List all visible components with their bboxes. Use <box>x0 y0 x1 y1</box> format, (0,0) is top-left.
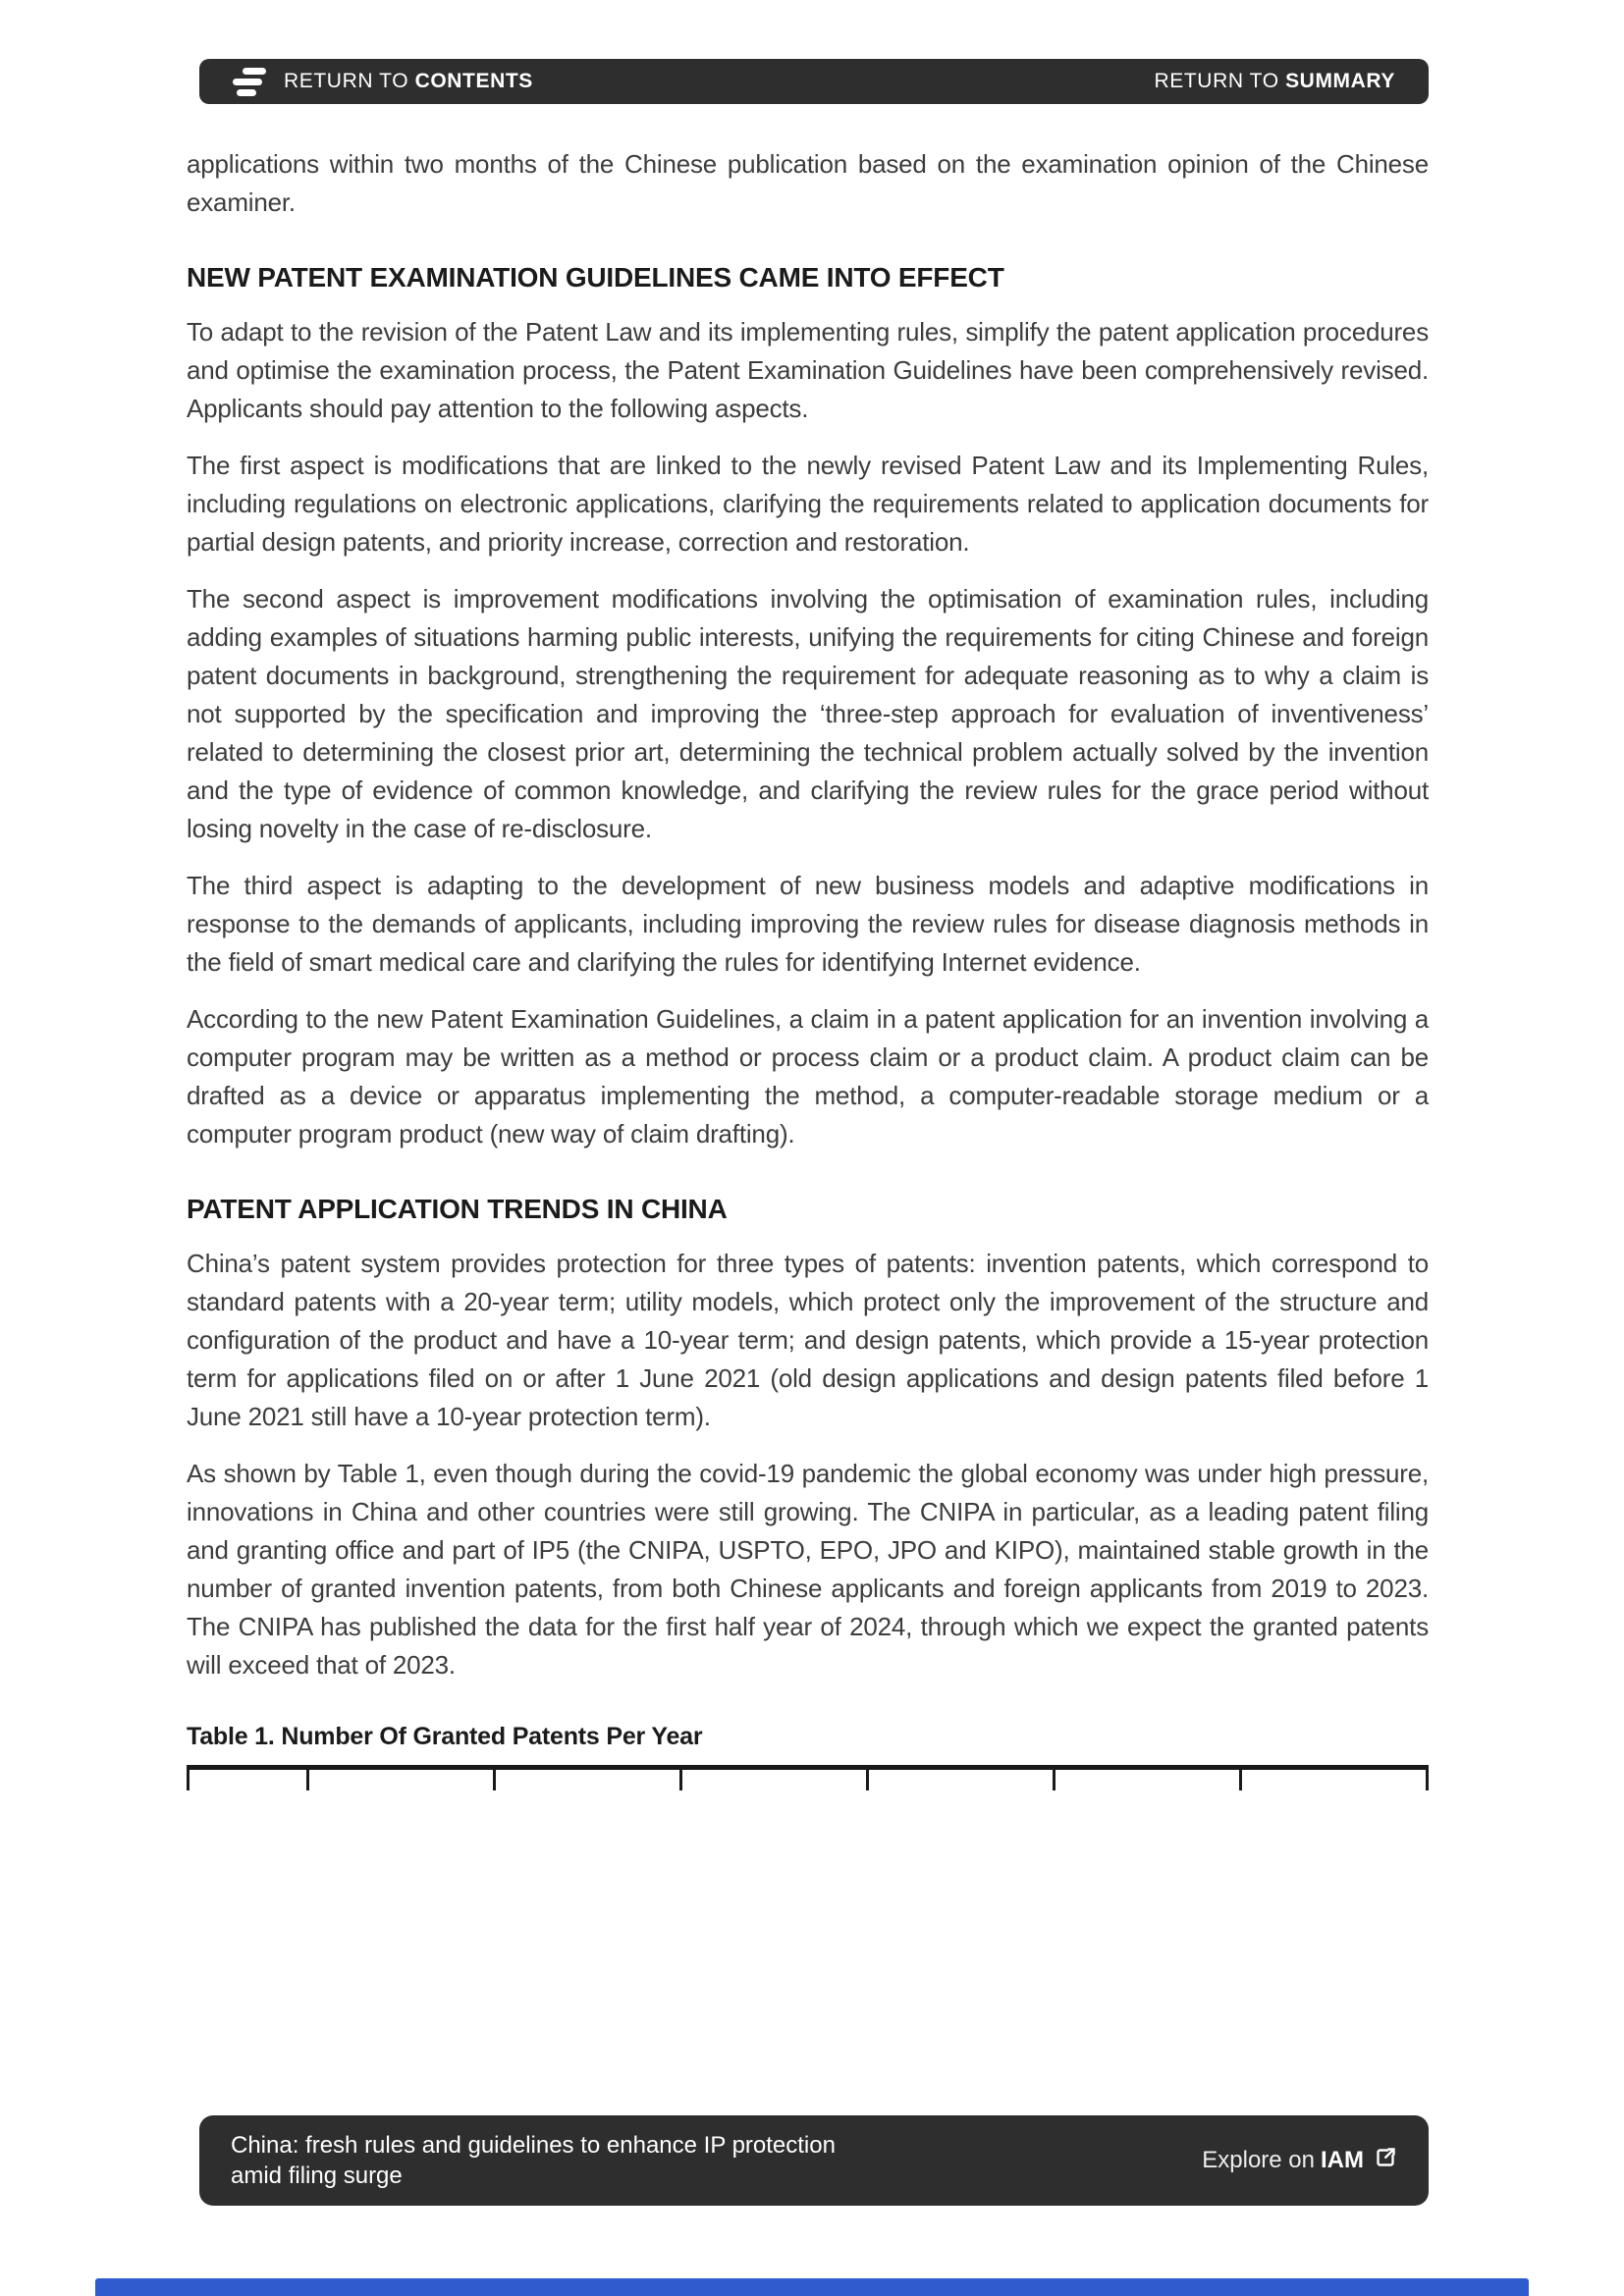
return-to-summary-label: RETURN TO SUMMARY <box>1154 70 1395 92</box>
table-column-divider <box>679 1770 866 1790</box>
return-to-contents-label: RETURN TO CONTENTS <box>284 70 533 92</box>
return-to-contents-link[interactable] <box>233 68 533 96</box>
return-to-summary-link[interactable] <box>1155 70 1396 93</box>
body-paragraph: The third aspect is adapting to the development of new business models and adaptive modifications in response to the demands of applicants, including improving the review rules for disease diagnosis methods in the field of smart medical care and clarifying the rules for identifying Internet evidence. <box>187 871 1429 977</box>
footer-bar <box>199 2115 1429 2206</box>
body-paragraph: applications within two months of the Chinese publication based on the examination opinion of the Chinese examiner. <box>187 149 1429 217</box>
table-1-top-edge <box>187 1765 1429 1790</box>
article-title: China: fresh rules and guidelines to enhance IP protection amid filing surge <box>231 2132 836 2189</box>
contents-icon <box>233 68 266 96</box>
body-paragraph: The first aspect is modifications that are linked to the newly revised Patent Law and its Implementing Rules, including regulations on electronic applications, clarifying the requirements related to application documents for partial design patents, and priority increase, correction and restoration. <box>187 451 1429 557</box>
body-paragraph: To adapt to the revision of the Patent Law and its implementing rules, simplify the patent application procedures and optimise the examination process, the Patent Examination Guidelines have been comprehensively revised. Applicants should pay attention to the following aspects. <box>187 317 1429 423</box>
explore-on-iam-link[interactable]: Explore on IAM <box>1202 2146 1397 2176</box>
table-column-divider <box>1053 1770 1239 1790</box>
section-heading: PATENT APPLICATION TRENDS IN CHINA <box>187 1194 728 1224</box>
table-column-divider <box>493 1770 679 1790</box>
body-paragraph: As shown by Table 1, even though during the covid-19 pandemic the global economy was under high pressure, innovations in China and other countries were still growing. The CNIPA in particular, as a leading patent filing and granting office and part of IP5 (the CNIPA, USPTO, EPO, JPO and KIPO), maintained stable growth in the number of granted invention patents, from both Chinese applicants and foreign applicants from 2019 to 2023. The CNIPA has published the data for the first half year of 2024, through which we expect the granted patents will exceed that of 2023. <box>187 1459 1429 1680</box>
table-column-divider <box>306 1770 493 1790</box>
table-column-divider <box>187 1770 306 1790</box>
top-nav-bar <box>199 59 1429 104</box>
table-caption: Table 1. Number Of Granted Patents Per Year <box>187 1723 703 1750</box>
next-page-edge-strip <box>95 2278 1529 2296</box>
table-column-divider <box>866 1770 1053 1790</box>
body-paragraph: According to the new Patent Examination Guidelines, a claim in a patent application for an invention involving a computer program may be written as a method or process claim or a product claim. A product claim can be drafted as a device or apparatus implementing the method, a computer-readable storage medium or a computer program product (new way of claim drafting). <box>187 1004 1429 1148</box>
body-paragraph: China’s patent system provides protection for three types of patents: invention patents, which correspond to standard patents with a 20-year term; utility models, which protect only the improvement of the structure and configuration of the product and have a 10-year term; and design patents, which provide a 15-year protection term for applications filed on or after 1 June 2021 (old design applications and design patents filed before 1 June 2021 still have a 10-year protection term). <box>187 1249 1429 1431</box>
table-column-divider <box>1239 1770 1429 1790</box>
external-link-icon <box>1374 2146 1397 2176</box>
section-heading: NEW PATENT EXAMINATION GUIDELINES CAME INTO EFFECT <box>187 262 1004 293</box>
body-paragraph: The second aspect is improvement modifications involving the optimisation of examination rules, including adding examples of situations harming public interests, unifying the requirements for citing Chinese and foreign patent documents in background, strengthening the requirement for adequate reasoning as to why a claim is not supported by the specification and improving the ‘three-step approach for evaluation of inventiveness’ related to determining the closest prior art, determining the technical problem actually solved by the invention and the type of evidence of common knowledge, and clarifying the review rules for the grace period without losing novelty in the case of re-disclosure. <box>187 584 1429 843</box>
article-body <box>187 145 1429 1790</box>
